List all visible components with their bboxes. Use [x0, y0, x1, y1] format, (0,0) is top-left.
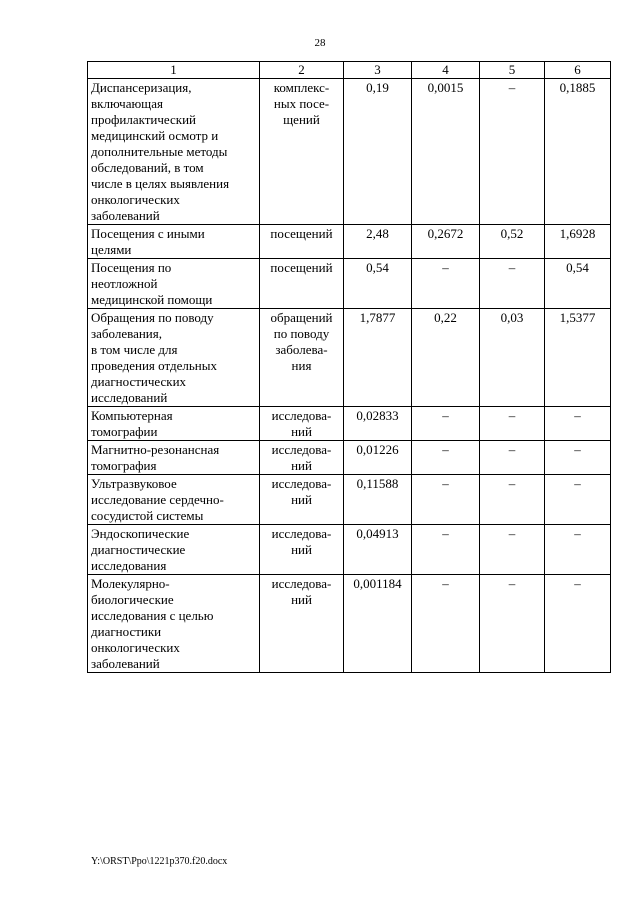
cell-text: – [508, 80, 516, 95]
column-header: 5 [480, 62, 545, 79]
header-row [88, 62, 611, 79]
cell-text: Посещения с иными целями [91, 226, 205, 257]
value-cell-col4 [412, 525, 480, 575]
value-cell-col6 [545, 259, 611, 309]
cell-text: – [574, 408, 581, 423]
table-row [88, 309, 611, 407]
value-cell-col4 [412, 475, 480, 525]
column-header: 3 [344, 62, 412, 79]
cell-text: – [508, 476, 516, 491]
value-cell-col4 [412, 575, 480, 673]
value-cell-col3 [344, 309, 412, 407]
unit-cell [260, 225, 344, 259]
cell-text: 2,48 [366, 226, 389, 241]
cell-text: посещений [270, 260, 333, 275]
unit-cell [260, 407, 344, 441]
cell-text: – [442, 260, 449, 275]
unit-cell [260, 309, 344, 407]
cell-text: 0,02833 [356, 408, 399, 423]
cell-text: 0,1885 [559, 80, 596, 95]
data-table [87, 61, 611, 673]
value-cell-col5 [480, 407, 545, 441]
cell-text: исследова- ний [271, 408, 332, 439]
value-cell-col4 [412, 79, 480, 225]
row-name-cell [88, 575, 260, 673]
value-cell-col4 [412, 309, 480, 407]
cell-text: Магнитно-резонансная томография [91, 442, 220, 473]
cell-text: – [442, 526, 449, 541]
table-row [88, 259, 611, 309]
cell-text: 0,2672 [427, 226, 464, 241]
cell-text: Молекулярно- биологические исследования с целью диагностики онкологических заболеваний [91, 576, 214, 671]
cell-text: Компьютерная томографии [91, 408, 173, 439]
cell-text: 0,22 [434, 310, 457, 325]
row-name-cell [88, 525, 260, 575]
cell-text: – [508, 526, 516, 541]
cell-text: 0,0015 [427, 80, 464, 95]
cell-text: 0,001184 [353, 576, 402, 591]
value-cell-col3 [344, 225, 412, 259]
row-name-cell [88, 225, 260, 259]
value-cell-col5 [480, 225, 545, 259]
row-name-cell [88, 259, 260, 309]
cell-text: Обращения по поводу заболевания, в том числе для проведения отдельных диагностических исследований [91, 310, 217, 405]
table-row [88, 225, 611, 259]
cell-text: 0,01226 [356, 442, 399, 457]
value-cell-col5 [480, 259, 545, 309]
value-cell-col5 [480, 79, 545, 225]
value-cell-col4 [412, 441, 480, 475]
unit-cell [260, 441, 344, 475]
value-cell-col5 [480, 525, 545, 575]
value-cell-col5 [480, 441, 545, 475]
row-name-cell [88, 309, 260, 407]
column-header: 2 [260, 62, 344, 79]
cell-text: исследова- ний [271, 442, 332, 473]
table-row [88, 441, 611, 475]
value-cell-col3 [344, 475, 412, 525]
cell-text: – [574, 476, 581, 491]
cell-text: 1,6928 [559, 226, 596, 241]
cell-text: – [574, 576, 581, 591]
value-cell-col3 [344, 79, 412, 225]
value-cell-col3 [344, 407, 412, 441]
cell-text: – [508, 576, 516, 591]
value-cell-col6 [545, 525, 611, 575]
cell-text: 0,11588 [356, 476, 399, 491]
value-cell-col6 [545, 407, 611, 441]
column-header: 1 [88, 62, 260, 79]
cell-text: 0,03 [500, 310, 524, 325]
cell-text: 0,19 [366, 80, 389, 95]
footer-file-path: Y:\ORST\Ppo\1221p370.f20.docx [91, 856, 228, 867]
unit-cell [260, 475, 344, 525]
table-body [88, 79, 611, 673]
unit-cell [260, 525, 344, 575]
value-cell-col5 [480, 309, 545, 407]
cell-text: Диспансеризация, включающая профилактический медицинский осмотр и дополнительные методы обследований, в том числе в целях выявления онкологических заболеваний [91, 80, 230, 223]
cell-text: Ультразвуковое исследование сердечно- сосудистой системы [91, 476, 224, 523]
value-cell-col4 [412, 407, 480, 441]
cell-text: – [508, 260, 516, 275]
unit-cell [260, 575, 344, 673]
cell-text: 0,54 [566, 260, 589, 275]
value-cell-col4 [412, 259, 480, 309]
cell-text: – [442, 442, 449, 457]
value-cell-col5 [480, 575, 545, 673]
value-cell-col6 [545, 225, 611, 259]
cell-text: – [442, 408, 449, 423]
row-name-cell [88, 475, 260, 525]
cell-text: 0,54 [366, 260, 389, 275]
cell-text: комплекс- ных посе- щений [273, 80, 330, 127]
unit-cell [260, 79, 344, 225]
cell-text: – [442, 476, 449, 491]
cell-text: – [574, 442, 581, 457]
value-cell-col6 [545, 575, 611, 673]
table-row [88, 525, 611, 575]
cell-text: исследова- ний [271, 576, 332, 607]
column-header: 4 [412, 62, 480, 79]
cell-text: Посещения по неотложной медицинской помощи [91, 260, 213, 307]
cell-text: 1,7877 [359, 310, 396, 325]
cell-text: – [574, 526, 581, 541]
value-cell-col6 [545, 309, 611, 407]
cell-text: Эндоскопические диагностические исследования [91, 526, 190, 573]
column-header: 6 [545, 62, 611, 79]
value-cell-col3 [344, 525, 412, 575]
cell-text: исследова- ний [271, 476, 332, 507]
cell-text: – [442, 576, 449, 591]
value-cell-col6 [545, 79, 611, 225]
page-number: 28 [314, 37, 326, 49]
cell-text: 1,5377 [559, 310, 596, 325]
value-cell-col3 [344, 259, 412, 309]
cell-text: – [508, 408, 516, 423]
cell-text: 0,04913 [356, 526, 399, 541]
value-cell-col6 [545, 475, 611, 525]
cell-text: обращений по поводу заболева- ния [270, 310, 333, 373]
row-name-cell [88, 441, 260, 475]
table-row [88, 575, 611, 673]
table-row [88, 79, 611, 225]
cell-text: исследова- ний [271, 526, 332, 557]
table-row [88, 407, 611, 441]
value-cell-col3 [344, 441, 412, 475]
value-cell-col4 [412, 225, 480, 259]
table-row [88, 475, 611, 525]
unit-cell [260, 259, 344, 309]
cell-text: – [508, 442, 516, 457]
value-cell-col3 [344, 575, 412, 673]
cell-text: посещений [270, 226, 333, 241]
row-name-cell [88, 79, 260, 225]
value-cell-col6 [545, 441, 611, 475]
cell-text: 0,52 [500, 226, 524, 241]
value-cell-col5 [480, 475, 545, 525]
row-name-cell [88, 407, 260, 441]
